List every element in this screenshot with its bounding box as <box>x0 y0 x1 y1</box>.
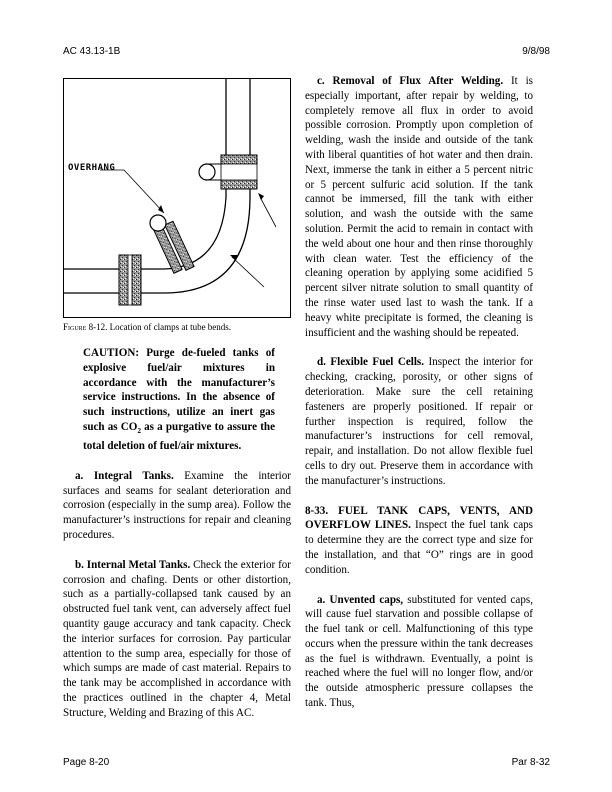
para-internal-metal-tanks-heading: b. Internal Metal Tanks. <box>75 558 191 571</box>
para-flexible-fuel-cells <box>305 355 533 488</box>
para-flexible-fuel-cells-text: Inspect the interior for checking, cracking, porosity, or other signs of deterioration. Make sure the cell retaining fasteners are properly positioned. If repair or further inspection is required, follow the manufacturer’s instructions for cell removal, repair, and installation. Do not allow flexible fuel cells to dry out. Preserve them in accordance with the manufacturer’s instructions. <box>305 356 533 487</box>
left-column <box>63 346 291 736</box>
section-8-33-text: Inspect the fuel tank caps to determine they are the correct type and size for the installation, and that “O” rings are in good condition. <box>305 519 533 576</box>
caution-subscript: 2 <box>137 427 141 436</box>
para-integral-tanks-heading: a. Integral Tanks. <box>75 469 174 482</box>
figure-caption <box>63 322 231 332</box>
para-unvented-caps-heading: a. Unvented caps, <box>317 593 404 606</box>
para-unvented-caps <box>305 593 533 711</box>
para-unvented-caps-text: substituted for vented caps, will cause fuel starvation and possible collapse of the fuel tank or cell. Malfunctioning of this type occurs when the pressure within the tank decreases as the fuel is withdrawn. Eventually, a point is reached where the fuel will no longer flow, and/or the outside atmospheric pressure collapses the tank. Thus, <box>305 593 533 710</box>
para-internal-metal-tanks <box>63 558 291 721</box>
para-integral-tanks <box>63 469 291 543</box>
caution-note <box>83 346 275 454</box>
caution-text-b: as a purgative to assure the total deletion of fuel/air mixtures. <box>83 420 276 452</box>
para-flux-removal <box>305 74 533 340</box>
section-8-33 <box>305 504 533 578</box>
right-column <box>305 74 533 726</box>
caution-lead: CAUTION: <box>83 347 140 359</box>
para-internal-metal-tanks-text: Check the exterior for corrosion and chafing. Dents or other distortion, such as a partially-collapsed tank caused by an obstructed fuel tank vent, can adversely affect fuel quantity gauge accuracy and tank capacity. Check the interior surfaces for corrosion. Pay particular attention to the sump area, especially for those of which sumps are made of cast material. Repairs to the tank may be accomplished in accordance with the practices outlined in the chapter 4, Metal Structure, Welding and Brazing of this AC. <box>63 558 292 719</box>
footer-par: Par 8-32 <box>511 757 550 768</box>
footer-page: Page 8-20 <box>63 757 110 768</box>
para-flexible-fuel-cells-heading: d. Flexible Fuel Cells. <box>317 356 425 369</box>
figure-caption-label: Figure 8-12. <box>63 322 108 332</box>
figure-clamps-at-tube-bends <box>63 78 291 318</box>
section-8-33-heading: 8-33. FUEL TANK CAPS, VENTS, AND OVERFLOW LINES. <box>305 504 533 532</box>
overhang-label: OVERHANG <box>68 163 116 173</box>
header-doc-id: AC 43.13-1B <box>63 46 121 57</box>
para-integral-tanks-text: Examine the interior surfaces and seams for sealant deterioration and corrosion (especially in the sump area). Follow the manufacturer’s instructions for repair and cleaning procedures. <box>63 469 291 541</box>
caution-text-a: Purge de-fueled tanks of explosive fuel/air mixtures in accordance with the manufacturer’s service instructions. In the absence of such instructions, utilize an inert gas such as CO <box>83 347 275 433</box>
header-date: 9/8/98 <box>522 46 550 57</box>
para-flux-removal-heading: c. Removal of Flux After Welding. <box>317 75 504 87</box>
para-flux-removal-text: It is especially important, after repair by welding, to completely remove all flux in order to avoid possible corrosion. Promptly upon completion of welding, wash the inside and outside of the tank with liberal quantities of hot water and then drain. Next, immerse the tank in either a 5 percent nitric or 5 percent sulfuric acid solution. If the tank cannot be immersed, fill the tank with either solution, and wash the outside with the same solution. Permit the acid to remain in contact with the weld about one hour and then rinse thoroughly with clean water. Test the efficiency of the cleaning operation by applying some acidified 5 percent silver nitrate solution to small quantity of the rinse water used last to wash the tank. If a heavy white precipitate is formed, the cleaning is insufficient and the washing should be repeated. <box>305 75 533 339</box>
tube-bend-illustration <box>64 79 290 317</box>
figure-caption-text: Location of clamps at tube bends. <box>109 322 232 332</box>
